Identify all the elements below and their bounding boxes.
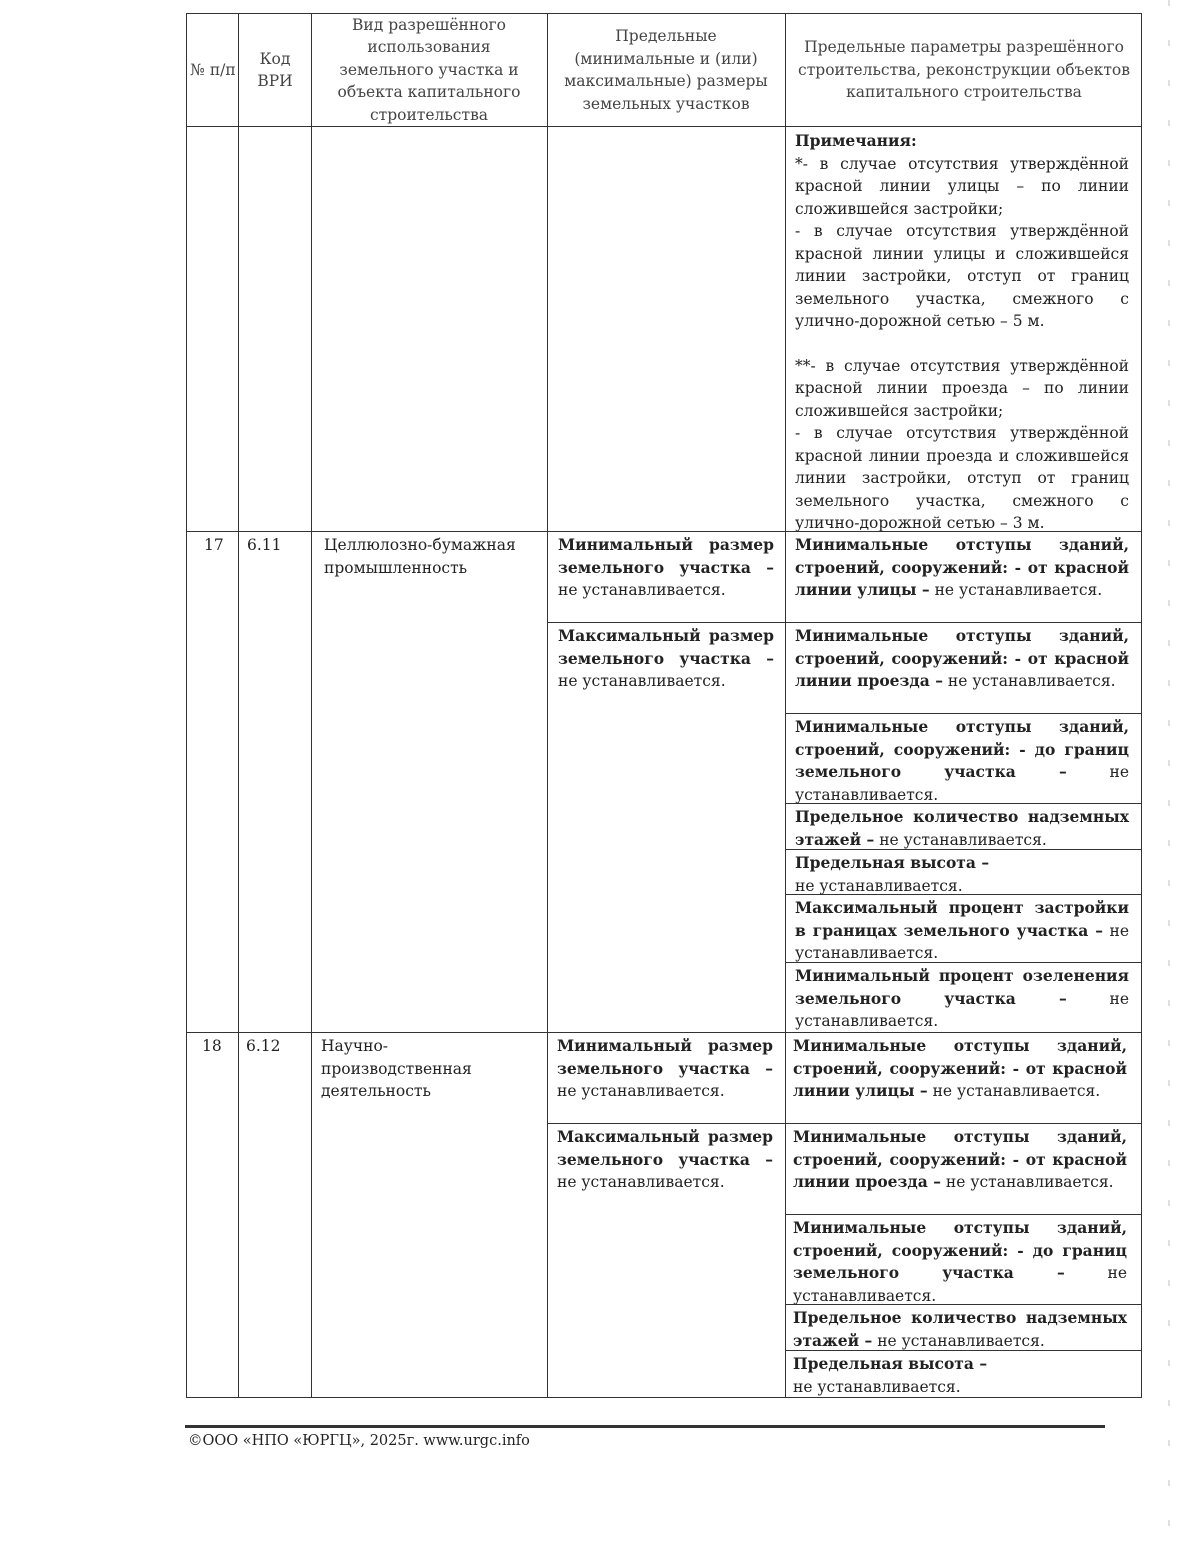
param-divider xyxy=(785,622,1142,623)
notes-title: Примечания: xyxy=(795,131,917,150)
param-value: не устанавливается. xyxy=(795,989,1129,1030)
param-value: не устанавливается. xyxy=(795,876,963,895)
note-paragraph: *- в случае отсутствия утверждённой красной линии улицы – по линии сложившейся застройки; xyxy=(795,154,1129,218)
param-height xyxy=(793,1353,1127,1398)
header-plot-sizes: Предельные (минимальные и (или) максимальные) размеры земельных участков xyxy=(564,27,768,113)
max-plot-size-label: Максимальный размер земельного участка – xyxy=(557,1127,773,1169)
size-divider-18 xyxy=(547,1123,785,1124)
param-label: Минимальные отступы зданий, строений, сооружений: - от красной линии проезда – xyxy=(793,1127,1127,1191)
param-divider xyxy=(785,1123,1142,1124)
param-value: не устанавливается. xyxy=(879,830,1047,849)
param-value: не устанавливается. xyxy=(795,921,1129,962)
param-label: Минимальные отступы зданий, строений, сооружений: - до границ земельного участка – xyxy=(795,717,1129,781)
row-usage-name: Научно-производственная деятельность xyxy=(321,1037,472,1100)
notes-cell xyxy=(795,130,1129,535)
param-green-percent xyxy=(795,965,1129,1033)
param-value: не устанавливается. xyxy=(934,581,1103,599)
param-label: Минимальные отступы зданий, строений, сооружений: - от красной линии улицы – xyxy=(793,1036,1127,1100)
param-value: не устанавливается. xyxy=(793,1264,1127,1305)
size-divider-17 xyxy=(547,622,785,623)
row-code: 6.12 xyxy=(246,1037,281,1055)
param-label: Минимальный процент озеленения земельного участка – xyxy=(795,966,1129,1008)
col-divider-1 xyxy=(238,13,239,1398)
param-value: не устанавливается. xyxy=(932,1082,1101,1100)
max-plot-size-value: не устанавливается. xyxy=(557,1173,725,1191)
min-plot-size xyxy=(558,534,774,602)
scan-edge-marks xyxy=(1168,0,1170,1553)
col-divider-2 xyxy=(311,13,312,1398)
footer-rule xyxy=(185,1425,1105,1428)
header-code: Код ВРИ xyxy=(257,49,293,90)
param-label: Предельная высота – xyxy=(795,853,990,872)
note-paragraph: **- в случае отсутствия утверждённой красной линии проезда – по линии сложившейся застройки; xyxy=(795,356,1129,420)
param-label: Минимальные отступы зданий, строений, сооружений: - от красной линии проезда – xyxy=(795,626,1129,690)
footer-copyright: ©ООО «НПО «ЮРГЦ», 2025г. www.urgc.info xyxy=(188,1433,530,1449)
param-street-setback xyxy=(795,534,1129,602)
param-label: Предельная высота – xyxy=(793,1354,988,1373)
row-number: 18 xyxy=(202,1037,222,1055)
max-plot-size xyxy=(558,625,774,693)
min-plot-size-value: не устанавливается. xyxy=(558,581,726,599)
param-label: Минимальные отступы зданий, строений, сооружений: - до границ земельного участка – xyxy=(793,1218,1127,1282)
param-street-setback xyxy=(793,1035,1127,1103)
row-usage-name: Целлюлозно-бумажная промышленность xyxy=(324,536,516,577)
param-value: не устанавливается. xyxy=(877,1331,1045,1350)
max-plot-size-label: Максимальный размер земельного участка – xyxy=(558,626,774,668)
param-value: не устанавливается. xyxy=(945,1173,1114,1191)
min-plot-size-label: Минимальный размер земельного участка – xyxy=(558,535,774,577)
param-label: Предельное количество надземных этажей – xyxy=(793,1308,1127,1350)
max-plot-size-value: не устанавливается. xyxy=(558,672,726,690)
param-divider xyxy=(785,713,1142,714)
param-height xyxy=(795,852,1129,897)
row-number: 17 xyxy=(204,536,224,554)
col-divider-4 xyxy=(785,13,786,1398)
param-label: Максимальный процент застройки в границах земельного участка – xyxy=(795,898,1129,940)
param-driveway-setback xyxy=(795,625,1129,693)
header-build-params: Предельные параметры разрешённого строительства, реконструкции объектов капитального строительства xyxy=(798,38,1130,102)
min-plot-size-value: не устанавливается. xyxy=(557,1082,725,1100)
header-num: № п/п xyxy=(190,60,236,79)
param-value: не устанавливается. xyxy=(793,1377,961,1396)
note-paragraph: - в случае отсутствия утверждённой красной линии проезда и сложившейся линии застройки, отступ от границ земельного участка, смежного с улично-дорожной сетью – 3 м. xyxy=(795,424,1129,532)
param-driveway-setback xyxy=(793,1126,1127,1194)
header-usage-type: Вид разрешённого использования земельного участка и объекта капитального строительства xyxy=(337,15,521,124)
min-plot-size xyxy=(557,1035,773,1103)
param-boundary-setback xyxy=(795,716,1129,806)
param-divider xyxy=(785,1214,1142,1215)
param-floors xyxy=(795,806,1129,851)
param-label: Предельное количество надземных этажей – xyxy=(795,807,1129,849)
param-floors xyxy=(793,1307,1127,1352)
row-code: 6.11 xyxy=(247,536,282,554)
param-label: Минимальные отступы зданий, строений, сооружений: - от красной линии улицы – xyxy=(795,535,1129,599)
note-paragraph: - в случае отсутствия утверждённой красной линии улицы и сложившейся линии застройки, отступ от границ земельного участка, смежного с улично-дорожной сетью – 5 м. xyxy=(795,222,1129,330)
max-plot-size xyxy=(557,1126,773,1194)
param-value: не устанавливается. xyxy=(795,763,1129,804)
param-build-percent xyxy=(795,897,1129,965)
min-plot-size-label: Минимальный размер земельного участка – xyxy=(557,1036,773,1078)
param-boundary-setback xyxy=(793,1217,1127,1307)
param-value: не устанавливается. xyxy=(947,672,1116,690)
col-divider-3 xyxy=(547,13,548,1398)
